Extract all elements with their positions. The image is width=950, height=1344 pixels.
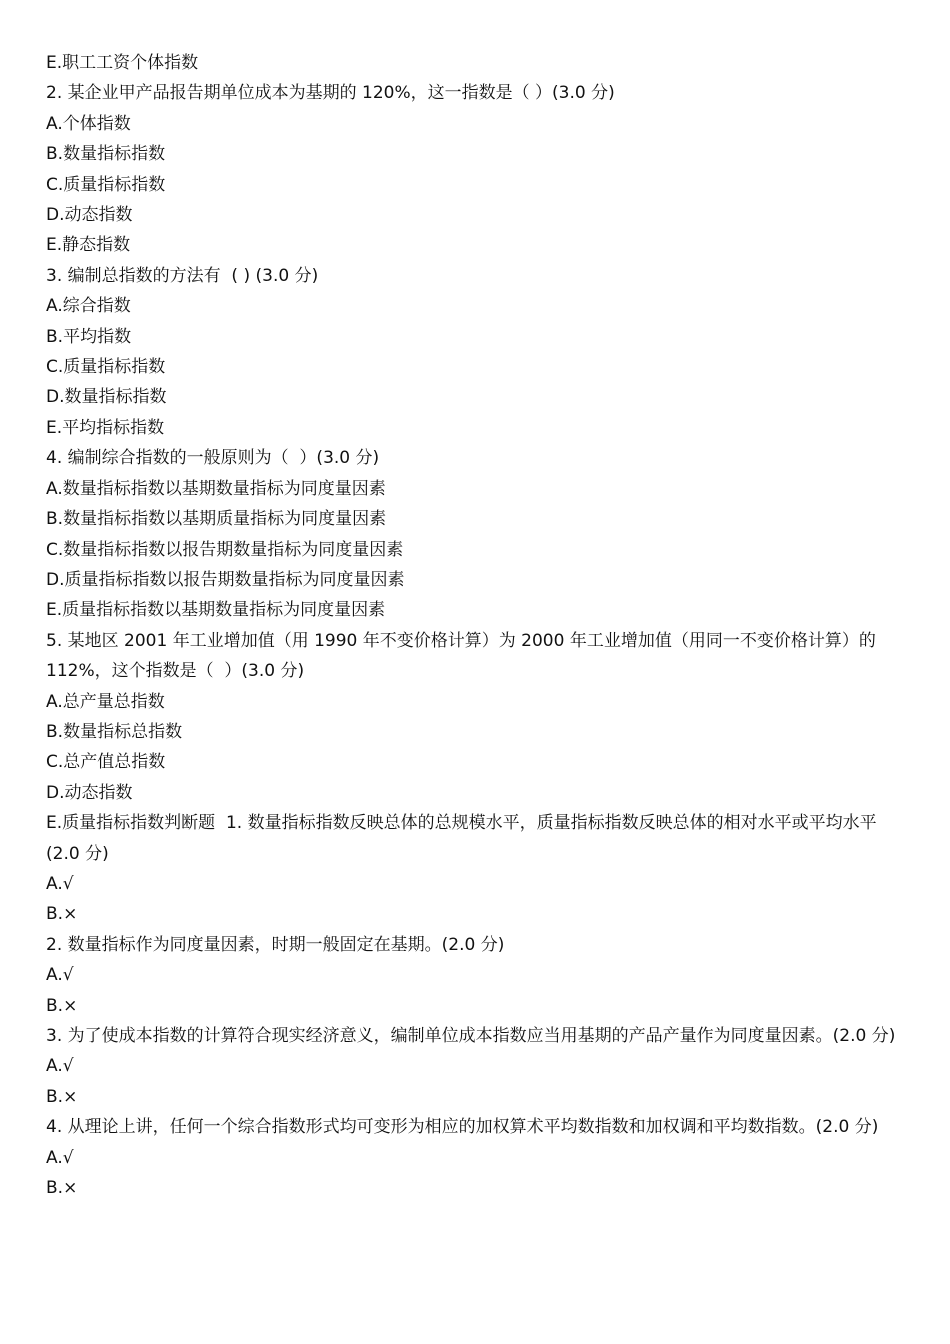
option-b-text: B.× <box>46 995 78 1016</box>
option-b-text: B.× <box>46 1178 78 1199</box>
option-b-text: B.数量指标总指数 <box>46 721 183 742</box>
judgment-question-3-text: 3. 为了使成本指数的计算符合现实经济意义，编制单位成本指数应当用基期的产品产量作为同度量因素。(2.0 分) <box>46 1026 896 1046</box>
option-b-text: B.数量指标指数 <box>46 144 166 165</box>
option-a-text: A.个体指数 <box>46 113 131 134</box>
option-e-text: E.职工工资个体指数 <box>46 53 199 73</box>
option-b-text: B.数量指标指数以基期质量指标为同度量因素 <box>46 509 387 530</box>
question-2-text: 2. 某企业甲产品报告期单位成本为基期的 120%，这一指数是（ ）(3.0 分) <box>46 83 615 104</box>
option-e-text: E.静态指数 <box>46 235 131 256</box>
option-e-text: E.质量指标指数以基期数量指标为同度量因素 <box>46 600 386 621</box>
option-d-text: D.数量指标指数 <box>46 387 167 408</box>
question-3-text: 3. 编制总指数的方法有 ( ) (3.0 分) <box>46 265 319 286</box>
question-4-text: 4. 编制综合指数的一般原则为（ ）(3.0 分) <box>46 448 380 469</box>
option-c-text: C.质量指标指数 <box>46 357 166 378</box>
judgment-question-2-text: 2. 数量指标作为同度量因素，时期一般固定在基期。(2.0 分) <box>46 934 505 955</box>
judgment-question-1-text: E.质量指标指数判断题 1. 数量指标指数反映总体的总规模水平，质量指标指数反映总体的相对水平或平均水平(2.0 分) <box>46 813 877 864</box>
judgment-question-4-text: 4. 从理论上讲，任何一个综合指数形式均可变形为相应的加权算术平均数指数和加权调和平均数指数。(2.0 分) <box>46 1117 879 1138</box>
option-c-text: C.总产值总指数 <box>46 752 166 773</box>
option-a-text: A.√ <box>46 1056 74 1077</box>
option-d-text: D.动态指数 <box>46 205 133 226</box>
option-d-text: D.质量指标指数以报告期数量指标为同度量因素 <box>46 569 405 590</box>
option-b-text: B.平均指数 <box>46 326 132 347</box>
option-c-text: C.质量指标指数 <box>46 174 166 195</box>
option-a-text: A.数量指标指数以基期数量指标为同度量因素 <box>46 478 386 499</box>
option-e-text: E.平均指标指数 <box>46 417 165 438</box>
option-d-text: D.动态指数 <box>46 782 133 803</box>
option-b-text: B.× <box>46 904 78 925</box>
option-a-text: A.总产量总指数 <box>46 691 165 712</box>
document-page <box>46 48 904 1203</box>
option-a-text: A.√ <box>46 873 74 894</box>
option-b-text: B.× <box>46 1086 78 1107</box>
option-a-text: A.√ <box>46 1147 74 1168</box>
option-c-text: C.数量指标指数以报告期数量指标为同度量因素 <box>46 539 404 560</box>
option-a-text: A.√ <box>46 965 74 986</box>
question-5-text: 5. 某地区 2001 年工业增加值（用 1990 年不变价格计算）为 2000 年工业增加值（用同一不变价格计算）的 112%，这个指数是（ ）(3.0 分) <box>46 630 882 682</box>
option-a-text: A.综合指数 <box>46 296 131 317</box>
